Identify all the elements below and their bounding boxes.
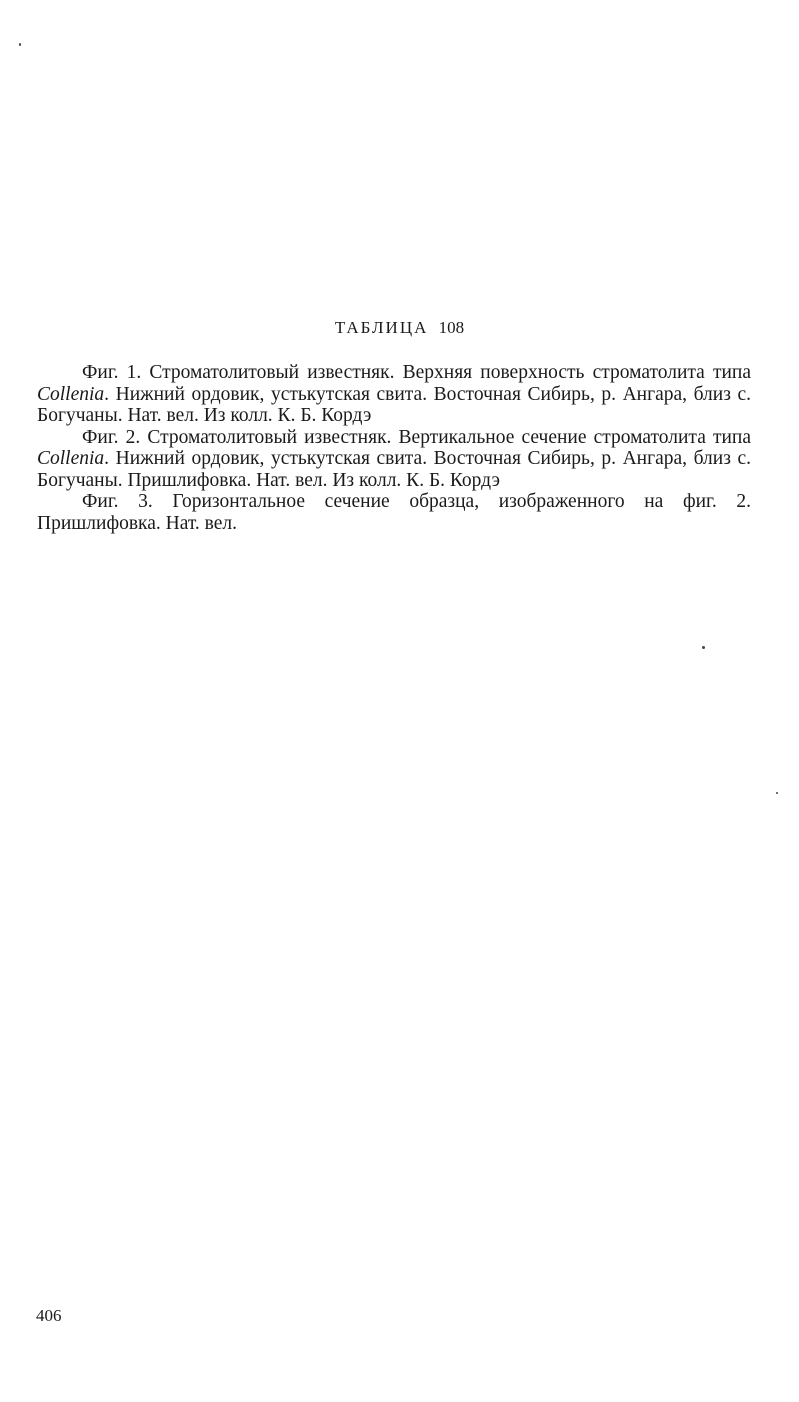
figure-captions <box>37 362 751 534</box>
table-heading <box>0 318 799 338</box>
caption-text: . Нижний ордовик, устькутская свита. Восточная Сибирь, р. Ангара, близ с. Богучаны. Пришлифовка. Нат. вел. Из колл. К. Б. Кордэ <box>37 448 751 491</box>
scan-speck <box>702 646 705 649</box>
figure-caption-2 <box>37 427 751 492</box>
genus-name: Collenia <box>37 448 105 469</box>
table-heading-number: 108 <box>438 318 465 337</box>
genus-name: Collenia <box>37 383 105 405</box>
table-heading-label: ТАБЛИЦА <box>334 318 429 337</box>
scan-speck <box>19 43 21 46</box>
caption-text: Фиг. 2. Строматолитовый известняк. Вертикальное сечение строматолита типа <box>82 426 751 448</box>
page-number: 406 <box>36 1306 62 1325</box>
caption-text: Фиг. 1. Строматолитовый известняк. Верхняя поверхность строматолита типа <box>82 362 751 383</box>
caption-text: . Нижний ордовик, устькутская свита. Восточная Сибирь, р. Ангара, близ с. Богучаны. Нат. вел. Из колл. К. Б. Кордэ <box>37 383 751 426</box>
figure-caption-1 <box>37 362 751 427</box>
scan-speck <box>776 792 778 794</box>
figure-caption-3 <box>37 491 751 534</box>
caption-text: Фиг. 3. Горизонтальное сечение образца, изображенного на фиг. 2. Пришлифовка. Нат. вел. <box>37 491 751 534</box>
